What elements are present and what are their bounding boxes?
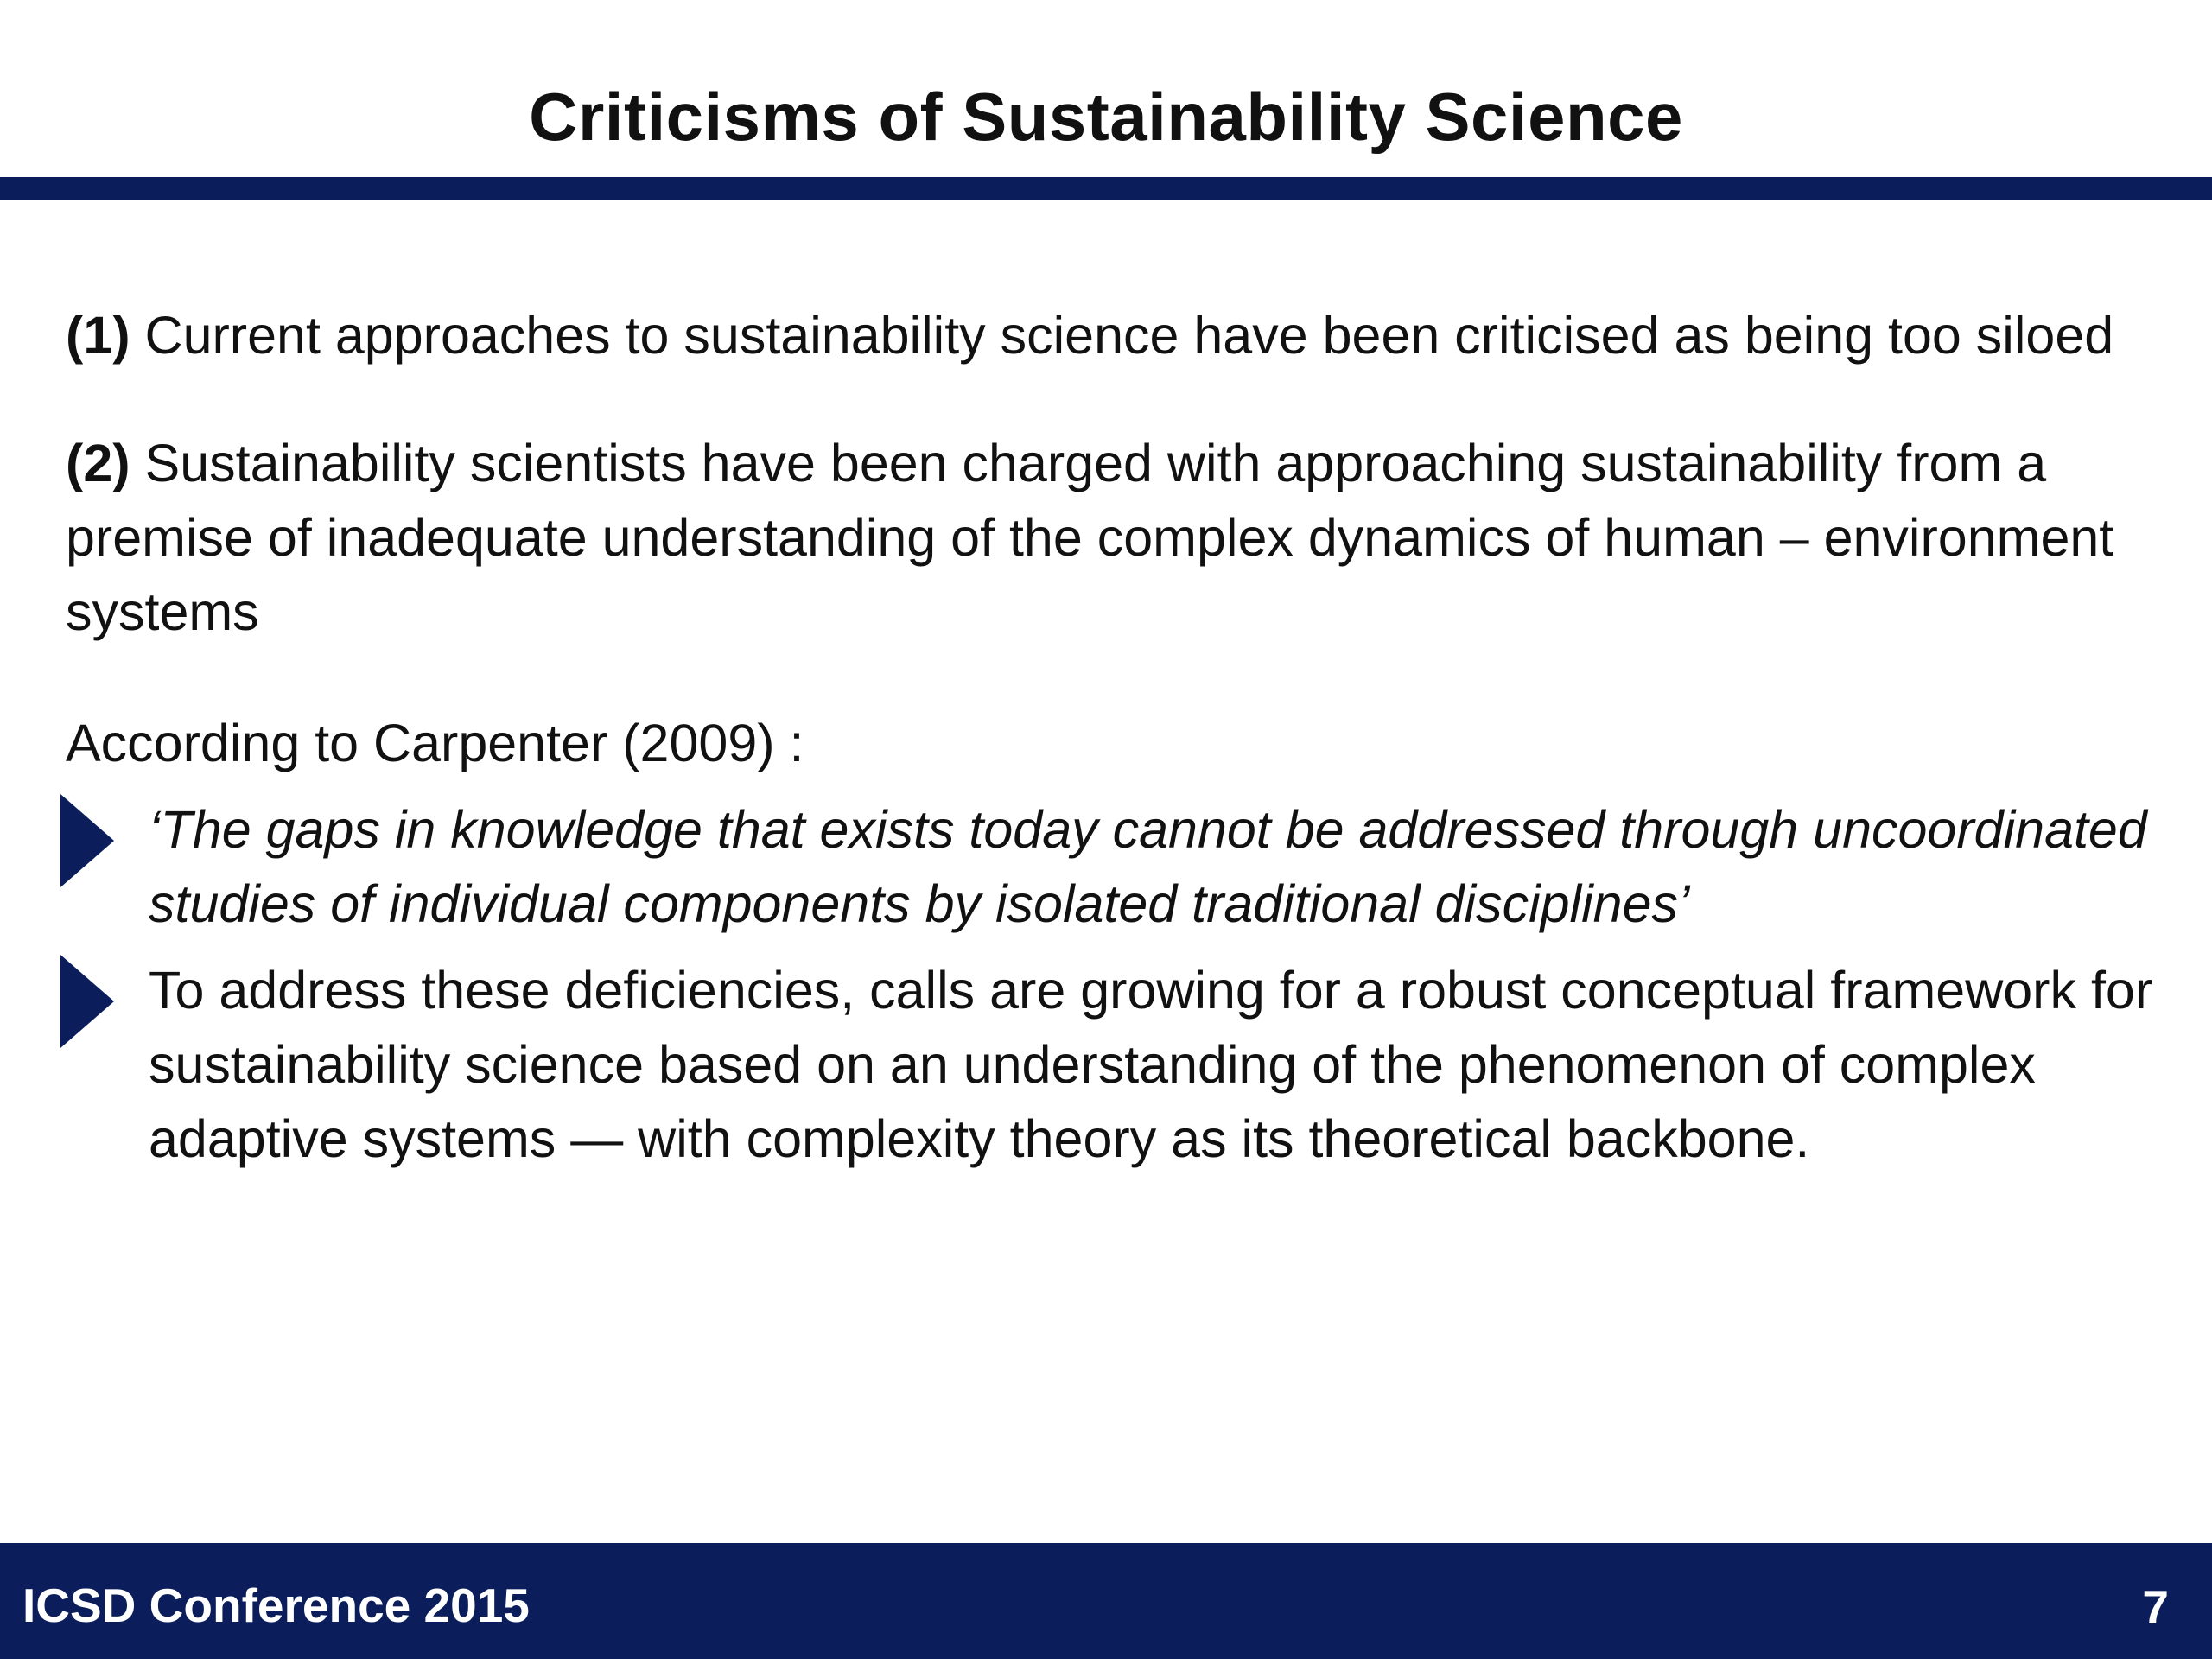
point-text: Sustainability scientists have been charged with approaching sustainability from a premise of inadequate understanding of the complex dynamics of human – environment systems	[66, 434, 2114, 641]
page-number: 7	[2142, 1580, 2169, 1634]
triangle-bullet-icon	[60, 955, 114, 1048]
slide-content	[66, 298, 2157, 1176]
bullet-text: To address these deficiencies, calls are growing for a robust conceptual framework for sustainability science based on an understanding of the phenomenon of complex adaptive systems — with complexity theory as its theoretical backbone.	[149, 961, 2153, 1168]
conference-name: ICSD Conference 2015	[22, 1579, 530, 1632]
triangle-bullet-icon	[60, 794, 114, 887]
criticism-point-1	[66, 298, 2157, 372]
footer-bar	[0, 1543, 2212, 1659]
citation-intro: According to Carpenter (2009) :	[66, 714, 804, 772]
title-divider	[0, 177, 2212, 200]
point-text: Current approaches to sustainability science have been criticised as being too siloed	[130, 306, 2114, 365]
point-number: (2)	[66, 434, 130, 492]
carpenter-quote: ‘The gaps in knowledge that exists today cannot be addressed through uncoordinated studies of individual components by isolated traditional disciplines’	[149, 800, 2147, 933]
slide-title: Criticisms of Sustainability Science	[529, 79, 1683, 155]
list-item	[66, 953, 2157, 1176]
criticism-point-2	[66, 426, 2157, 649]
point-number: (1)	[66, 306, 130, 365]
list-item	[66, 792, 2157, 941]
bullet-list	[66, 792, 2157, 1176]
